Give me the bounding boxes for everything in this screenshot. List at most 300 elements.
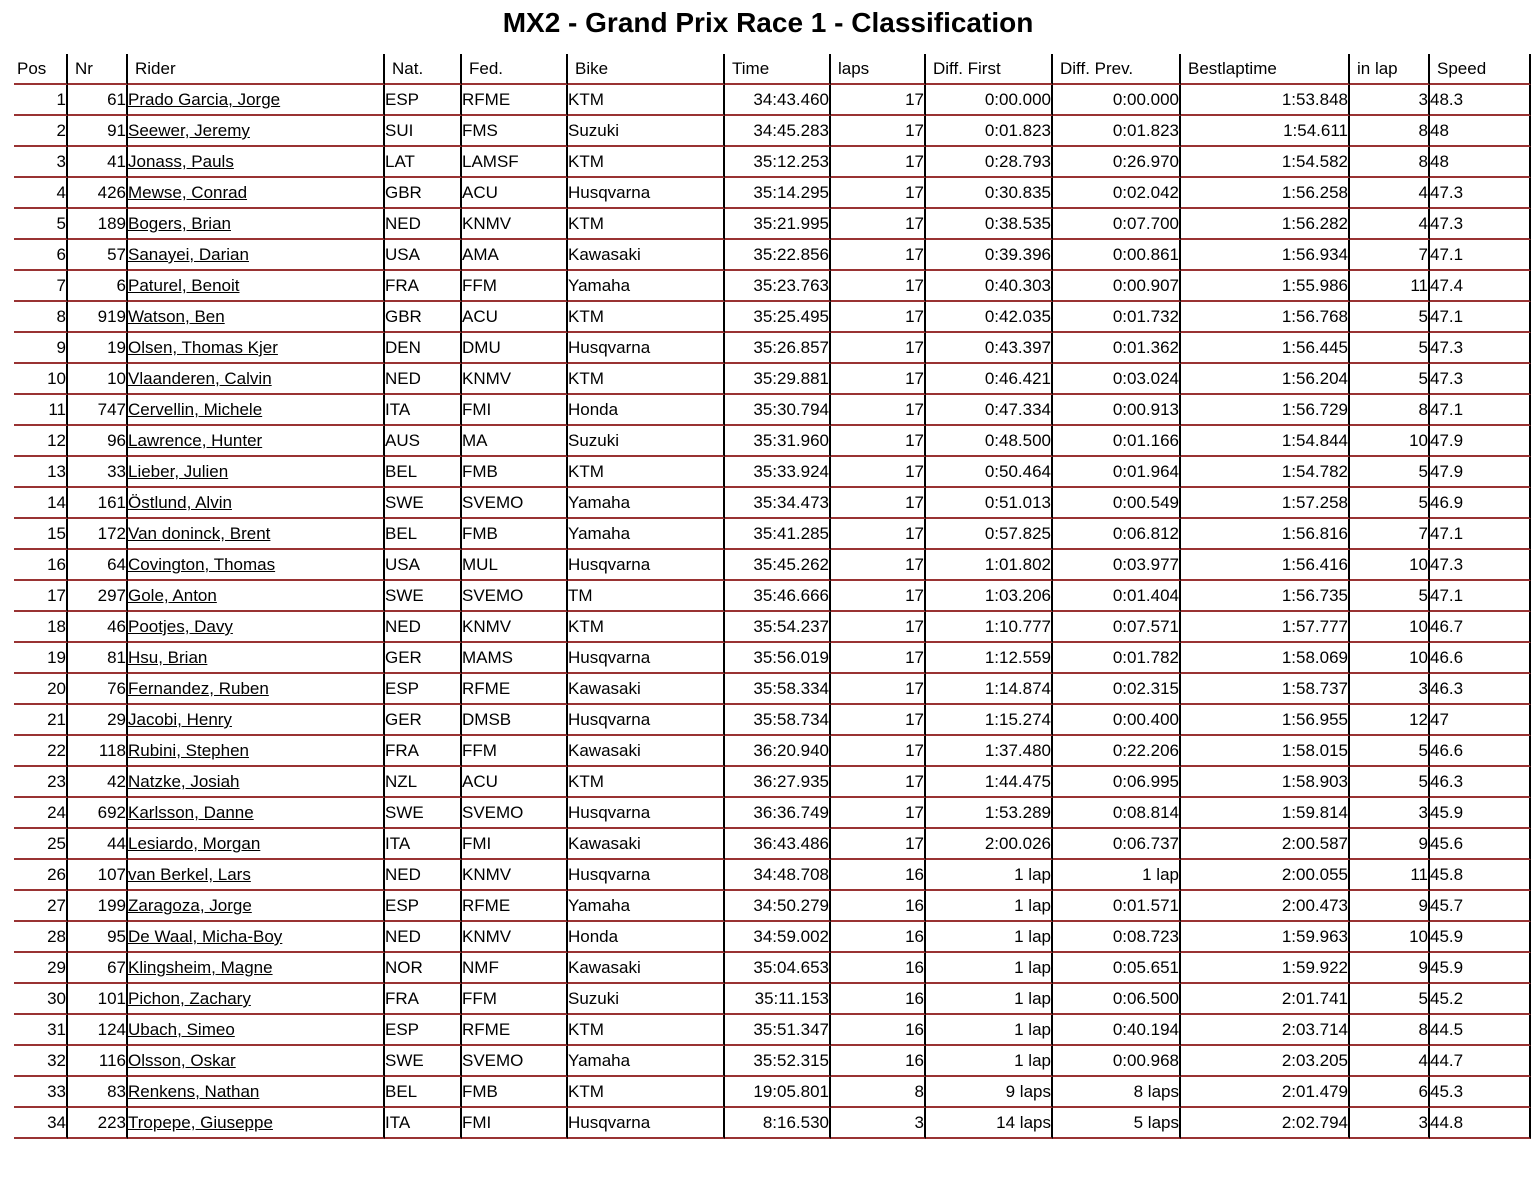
- cell-diff-prev: 0:07.700: [1053, 209, 1181, 240]
- rider-link[interactable]: Watson, Ben: [128, 302, 385, 333]
- cell-nat: SWE: [385, 488, 462, 519]
- cell-bestlap: 1:58.737: [1181, 674, 1350, 705]
- cell-in-lap: 5: [1350, 488, 1430, 519]
- cell-in-lap: 11: [1350, 271, 1430, 302]
- cell-diff-first: 1:14.874: [926, 674, 1053, 705]
- cell-diff-first: 0:57.825: [926, 519, 1053, 550]
- cell-in-lap: 6: [1350, 1077, 1430, 1108]
- rider-link[interactable]: Olsen, Thomas Kjer: [128, 333, 385, 364]
- cell-fed: ACU: [462, 302, 568, 333]
- cell-pos: 1: [14, 85, 68, 116]
- cell-bike: KTM: [568, 209, 725, 240]
- cell-in-lap: 8: [1350, 116, 1430, 147]
- cell-bestlap: 1:54.844: [1181, 426, 1350, 457]
- cell-pos: 15: [14, 519, 68, 550]
- cell-time: 35:26.857: [725, 333, 831, 364]
- page-title: MX2 - Grand Prix Race 1 - Classification: [502, 7, 1034, 38]
- cell-nat: LAT: [385, 147, 462, 178]
- cell-bike: Husqvarna: [568, 860, 725, 891]
- cell-nr: 91: [68, 116, 128, 147]
- rider-link[interactable]: Jacobi, Henry: [128, 705, 385, 736]
- cell-nat: ESP: [385, 1015, 462, 1046]
- cell-bike: Honda: [568, 922, 725, 953]
- cell-in-lap: 5: [1350, 581, 1430, 612]
- rider-link[interactable]: Jonass, Pauls: [128, 147, 385, 178]
- cell-fed: KNMV: [462, 860, 568, 891]
- cell-speed: 47.9: [1430, 426, 1531, 457]
- cell-diff-first: 0:50.464: [926, 457, 1053, 488]
- rider-link[interactable]: Pootjes, Davy: [128, 612, 385, 643]
- cell-nr: 44: [68, 829, 128, 860]
- table-row: [14, 457, 1531, 488]
- cell-laps: 17: [831, 333, 926, 364]
- cell-bestlap: 1:59.963: [1181, 922, 1350, 953]
- cell-time: 34:48.708: [725, 860, 831, 891]
- cell-time: 35:11.153: [725, 984, 831, 1015]
- cell-fed: RFME: [462, 891, 568, 922]
- cell-bike: TM: [568, 581, 725, 612]
- cell-fed: KNMV: [462, 364, 568, 395]
- rider-link[interactable]: van Berkel, Lars: [128, 860, 385, 891]
- rider-link[interactable]: Zaragoza, Jorge: [128, 891, 385, 922]
- cell-bestlap: 1:58.015: [1181, 736, 1350, 767]
- cell-fed: ACU: [462, 767, 568, 798]
- cell-diff-prev: 0:00.000: [1053, 85, 1181, 116]
- cell-fed: DMU: [462, 333, 568, 364]
- cell-speed: 44.7: [1430, 1046, 1531, 1077]
- cell-laps: 3: [831, 1108, 926, 1139]
- cell-laps: 17: [831, 240, 926, 271]
- cell-pos: 25: [14, 829, 68, 860]
- col-header-nr: Nr: [68, 54, 128, 85]
- header-row: [14, 54, 1531, 85]
- table-row: [14, 147, 1531, 178]
- cell-bike: KTM: [568, 1077, 725, 1108]
- cell-laps: 17: [831, 581, 926, 612]
- cell-diff-prev: 0:03.977: [1053, 550, 1181, 581]
- cell-in-lap: 10: [1350, 550, 1430, 581]
- cell-bestlap: 1:54.582: [1181, 147, 1350, 178]
- cell-in-lap: 9: [1350, 891, 1430, 922]
- rider-link[interactable]: Pichon, Zachary: [128, 984, 385, 1015]
- cell-nat: GBR: [385, 302, 462, 333]
- cell-diff-prev: 1 lap: [1053, 860, 1181, 891]
- cell-bike: Suzuki: [568, 116, 725, 147]
- cell-bestlap: 1:59.922: [1181, 953, 1350, 984]
- cell-bike: KTM: [568, 85, 725, 116]
- table-row: [14, 271, 1531, 302]
- cell-bestlap: 1:57.258: [1181, 488, 1350, 519]
- cell-fed: SVEMO: [462, 798, 568, 829]
- cell-nr: 76: [68, 674, 128, 705]
- cell-diff-first: 1 lap: [926, 891, 1053, 922]
- cell-fed: FMB: [462, 457, 568, 488]
- rider-link[interactable]: Karlsson, Danne: [128, 798, 385, 829]
- table-row: [14, 891, 1531, 922]
- cell-time: 35:21.995: [725, 209, 831, 240]
- cell-in-lap: 3: [1350, 1108, 1430, 1139]
- cell-time: 34:45.283: [725, 116, 831, 147]
- rider-link[interactable]: Olsson, Oskar: [128, 1046, 385, 1077]
- table-row: [14, 798, 1531, 829]
- table-row: [14, 519, 1531, 550]
- cell-speed: 45.3: [1430, 1077, 1531, 1108]
- cell-speed: 46.9: [1430, 488, 1531, 519]
- cell-nat: ITA: [385, 829, 462, 860]
- cell-time: 36:20.940: [725, 736, 831, 767]
- cell-nr: 6: [68, 271, 128, 302]
- table-row: [14, 736, 1531, 767]
- rider-link[interactable]: Gole, Anton: [128, 581, 385, 612]
- rider-link[interactable]: Van doninck, Brent: [128, 519, 385, 550]
- cell-bestlap: 1:56.258: [1181, 178, 1350, 209]
- table-row: [14, 767, 1531, 798]
- cell-diff-first: 0:46.421: [926, 364, 1053, 395]
- cell-in-lap: 5: [1350, 767, 1430, 798]
- cell-bike: Kawasaki: [568, 674, 725, 705]
- rider-link[interactable]: Paturel, Benoit: [128, 271, 385, 302]
- cell-diff-prev: 0:01.571: [1053, 891, 1181, 922]
- cell-speed: 45.9: [1430, 798, 1531, 829]
- col-header-bike: Bike: [568, 54, 725, 85]
- cell-time: 35:12.253: [725, 147, 831, 178]
- rider-link[interactable]: Covington, Thomas: [128, 550, 385, 581]
- cell-pos: 32: [14, 1046, 68, 1077]
- cell-pos: 13: [14, 457, 68, 488]
- cell-diff-first: 0:38.535: [926, 209, 1053, 240]
- cell-speed: 47.9: [1430, 457, 1531, 488]
- cell-diff-prev: 0:00.907: [1053, 271, 1181, 302]
- table-body: [14, 85, 1531, 1139]
- cell-bike: Kawasaki: [568, 829, 725, 860]
- cell-speed: 47.1: [1430, 519, 1531, 550]
- cell-diff-first: 0:30.835: [926, 178, 1053, 209]
- cell-in-lap: 7: [1350, 240, 1430, 271]
- cell-time: 8:16.530: [725, 1108, 831, 1139]
- cell-diff-first: 1:53.289: [926, 798, 1053, 829]
- cell-bestlap: 2:02.794: [1181, 1108, 1350, 1139]
- cell-nr: 42: [68, 767, 128, 798]
- table-row: [14, 209, 1531, 240]
- rider-link[interactable]: Vlaanderen, Calvin: [128, 364, 385, 395]
- rider-link[interactable]: Ubach, Simeo: [128, 1015, 385, 1046]
- table-row: [14, 240, 1531, 271]
- cell-pos: 2: [14, 116, 68, 147]
- cell-fed: SVEMO: [462, 488, 568, 519]
- cell-diff-first: 0:40.303: [926, 271, 1053, 302]
- cell-in-lap: 8: [1350, 395, 1430, 426]
- cell-bestlap: 1:59.814: [1181, 798, 1350, 829]
- cell-pos: 24: [14, 798, 68, 829]
- cell-diff-first: 1 lap: [926, 860, 1053, 891]
- cell-laps: 17: [831, 798, 926, 829]
- rider-link[interactable]: Seewer, Jeremy: [128, 116, 385, 147]
- cell-speed: 46.3: [1430, 767, 1531, 798]
- cell-time: 34:50.279: [725, 891, 831, 922]
- cell-in-lap: 10: [1350, 612, 1430, 643]
- cell-laps: 17: [831, 395, 926, 426]
- cell-nat: NED: [385, 209, 462, 240]
- cell-diff-prev: 0:01.823: [1053, 116, 1181, 147]
- cell-nr: 124: [68, 1015, 128, 1046]
- cell-nr: 19: [68, 333, 128, 364]
- rider-link[interactable]: Mewse, Conrad: [128, 178, 385, 209]
- cell-bestlap: 1:56.735: [1181, 581, 1350, 612]
- cell-time: 36:36.749: [725, 798, 831, 829]
- cell-in-lap: 9: [1350, 829, 1430, 860]
- cell-diff-prev: 0:02.315: [1053, 674, 1181, 705]
- cell-nr: 81: [68, 643, 128, 674]
- cell-time: 35:56.019: [725, 643, 831, 674]
- cell-time: 35:52.315: [725, 1046, 831, 1077]
- cell-diff-first: 1:10.777: [926, 612, 1053, 643]
- cell-nr: 199: [68, 891, 128, 922]
- cell-speed: 47: [1430, 705, 1531, 736]
- cell-bike: KTM: [568, 147, 725, 178]
- cell-pos: 28: [14, 922, 68, 953]
- cell-pos: 16: [14, 550, 68, 581]
- rider-link[interactable]: Renkens, Nathan: [128, 1077, 385, 1108]
- cell-nat: ESP: [385, 891, 462, 922]
- table-row: [14, 178, 1531, 209]
- cell-nr: 29: [68, 705, 128, 736]
- cell-bike: Husqvarna: [568, 798, 725, 829]
- cell-pos: 14: [14, 488, 68, 519]
- cell-in-lap: 4: [1350, 178, 1430, 209]
- cell-bike: Suzuki: [568, 426, 725, 457]
- cell-time: 35:51.347: [725, 1015, 831, 1046]
- cell-laps: 17: [831, 612, 926, 643]
- cell-diff-prev: 0:06.995: [1053, 767, 1181, 798]
- cell-nr: 33: [68, 457, 128, 488]
- cell-time: 35:45.262: [725, 550, 831, 581]
- cell-time: 35:58.334: [725, 674, 831, 705]
- col-header-diff-prev: Diff. Prev.: [1053, 54, 1181, 85]
- cell-nat: GER: [385, 705, 462, 736]
- cell-pos: 20: [14, 674, 68, 705]
- cell-diff-prev: 0:03.024: [1053, 364, 1181, 395]
- cell-in-lap: 11: [1350, 860, 1430, 891]
- cell-diff-prev: 0:05.651: [1053, 953, 1181, 984]
- cell-nat: BEL: [385, 1077, 462, 1108]
- cell-bike: Yamaha: [568, 891, 725, 922]
- cell-speed: 45.8: [1430, 860, 1531, 891]
- table-row: [14, 1015, 1531, 1046]
- rider-link[interactable]: Bogers, Brian: [128, 209, 385, 240]
- cell-fed: FMS: [462, 116, 568, 147]
- cell-nat: NED: [385, 922, 462, 953]
- cell-in-lap: 4: [1350, 209, 1430, 240]
- table-row: [14, 1077, 1531, 1108]
- cell-speed: 47.4: [1430, 271, 1531, 302]
- cell-bike: Yamaha: [568, 488, 725, 519]
- cell-bestlap: 2:00.587: [1181, 829, 1350, 860]
- cell-diff-prev: 0:01.362: [1053, 333, 1181, 364]
- cell-nr: 10: [68, 364, 128, 395]
- cell-diff-prev: 0:07.571: [1053, 612, 1181, 643]
- cell-bike: Husqvarna: [568, 333, 725, 364]
- cell-bestlap: 1:56.816: [1181, 519, 1350, 550]
- cell-speed: 47.1: [1430, 581, 1531, 612]
- cell-diff-prev: 0:01.732: [1053, 302, 1181, 333]
- cell-fed: AMA: [462, 240, 568, 271]
- cell-pos: 11: [14, 395, 68, 426]
- cell-time: 35:46.666: [725, 581, 831, 612]
- rider-link[interactable]: Tropepe, Giuseppe: [128, 1108, 385, 1139]
- cell-in-lap: 10: [1350, 643, 1430, 674]
- cell-bike: Husqvarna: [568, 178, 725, 209]
- cell-laps: 17: [831, 736, 926, 767]
- cell-speed: 48: [1430, 147, 1531, 178]
- table-row: [14, 612, 1531, 643]
- cell-nr: 116: [68, 1046, 128, 1077]
- cell-bike: KTM: [568, 612, 725, 643]
- rider-link[interactable]: Lieber, Julien: [128, 457, 385, 488]
- cell-speed: 47.3: [1430, 209, 1531, 240]
- cell-nr: 426: [68, 178, 128, 209]
- cell-laps: 17: [831, 767, 926, 798]
- cell-laps: 17: [831, 426, 926, 457]
- classification-table: [14, 54, 1531, 1139]
- cell-diff-first: 0:01.823: [926, 116, 1053, 147]
- table-row: [14, 1108, 1531, 1139]
- rider-link[interactable]: Cervellin, Michele: [128, 395, 385, 426]
- cell-laps: 17: [831, 457, 926, 488]
- cell-diff-first: 1:01.802: [926, 550, 1053, 581]
- cell-nr: 172: [68, 519, 128, 550]
- cell-nat: SWE: [385, 798, 462, 829]
- cell-pos: 17: [14, 581, 68, 612]
- rider-link[interactable]: Sanayei, Darian: [128, 240, 385, 271]
- cell-nat: FRA: [385, 984, 462, 1015]
- cell-time: 35:33.924: [725, 457, 831, 488]
- rider-link[interactable]: Lawrence, Hunter: [128, 426, 385, 457]
- cell-in-lap: 5: [1350, 333, 1430, 364]
- cell-laps: 17: [831, 364, 926, 395]
- col-header-speed: Speed: [1430, 54, 1531, 85]
- cell-diff-first: 0:51.013: [926, 488, 1053, 519]
- cell-diff-prev: 0:08.723: [1053, 922, 1181, 953]
- cell-nr: 161: [68, 488, 128, 519]
- cell-laps: 17: [831, 643, 926, 674]
- cell-diff-prev: 0:26.970: [1053, 147, 1181, 178]
- cell-bestlap: 1:56.768: [1181, 302, 1350, 333]
- cell-fed: FFM: [462, 271, 568, 302]
- cell-pos: 22: [14, 736, 68, 767]
- cell-bestlap: 2:03.714: [1181, 1015, 1350, 1046]
- cell-nat: FRA: [385, 736, 462, 767]
- cell-time: 36:43.486: [725, 829, 831, 860]
- cell-in-lap: 5: [1350, 364, 1430, 395]
- cell-bike: Honda: [568, 395, 725, 426]
- cell-diff-first: 1 lap: [926, 1015, 1053, 1046]
- cell-pos: 29: [14, 953, 68, 984]
- cell-bestlap: 2:01.741: [1181, 984, 1350, 1015]
- cell-nat: AUS: [385, 426, 462, 457]
- cell-laps: 16: [831, 984, 926, 1015]
- cell-nr: 83: [68, 1077, 128, 1108]
- table-row: [14, 581, 1531, 612]
- cell-in-lap: 8: [1350, 1015, 1430, 1046]
- cell-fed: FMI: [462, 1108, 568, 1139]
- rider-link[interactable]: Klingsheim, Magne: [128, 953, 385, 984]
- cell-fed: MAMS: [462, 643, 568, 674]
- cell-fed: KNMV: [462, 209, 568, 240]
- cell-nr: 919: [68, 302, 128, 333]
- cell-speed: 46.7: [1430, 612, 1531, 643]
- cell-pos: 3: [14, 147, 68, 178]
- cell-diff-first: 1 lap: [926, 1046, 1053, 1077]
- cell-nat: NED: [385, 612, 462, 643]
- cell-pos: 23: [14, 767, 68, 798]
- rider-link[interactable]: Natzke, Josiah: [128, 767, 385, 798]
- rider-link[interactable]: Fernandez, Ruben: [128, 674, 385, 705]
- cell-pos: 30: [14, 984, 68, 1015]
- cell-fed: FMB: [462, 519, 568, 550]
- col-header-in-lap: in lap: [1350, 54, 1430, 85]
- rider-link[interactable]: Lesiardo, Morgan: [128, 829, 385, 860]
- cell-nr: 61: [68, 85, 128, 116]
- cell-diff-first: 1:12.559: [926, 643, 1053, 674]
- cell-pos: 33: [14, 1077, 68, 1108]
- cell-diff-prev: 0:00.400: [1053, 705, 1181, 736]
- rider-link[interactable]: Prado Garcia, Jorge: [128, 85, 385, 116]
- cell-nat: BEL: [385, 457, 462, 488]
- cell-in-lap: 9: [1350, 953, 1430, 984]
- cell-bestlap: 1:56.416: [1181, 550, 1350, 581]
- col-header-time: Time: [725, 54, 831, 85]
- cell-laps: 17: [831, 519, 926, 550]
- cell-diff-first: 0:28.793: [926, 147, 1053, 178]
- cell-fed: RFME: [462, 85, 568, 116]
- cell-fed: MA: [462, 426, 568, 457]
- cell-pos: 19: [14, 643, 68, 674]
- cell-diff-prev: 0:01.964: [1053, 457, 1181, 488]
- cell-diff-prev: 0:01.782: [1053, 643, 1181, 674]
- cell-time: 35:14.295: [725, 178, 831, 209]
- cell-bestlap: 2:03.205: [1181, 1046, 1350, 1077]
- cell-bestlap: 1:56.204: [1181, 364, 1350, 395]
- table-row: [14, 674, 1531, 705]
- cell-bestlap: 2:00.055: [1181, 860, 1350, 891]
- rider-link[interactable]: Hsu, Brian: [128, 643, 385, 674]
- cell-pos: 31: [14, 1015, 68, 1046]
- cell-diff-first: 1 lap: [926, 984, 1053, 1015]
- cell-bike: Husqvarna: [568, 550, 725, 581]
- cell-time: 34:59.002: [725, 922, 831, 953]
- cell-laps: 17: [831, 302, 926, 333]
- cell-pos: 21: [14, 705, 68, 736]
- cell-laps: 16: [831, 891, 926, 922]
- table-row: [14, 984, 1531, 1015]
- cell-nat: BEL: [385, 519, 462, 550]
- rider-link[interactable]: Rubini, Stephen: [128, 736, 385, 767]
- cell-time: 35:23.763: [725, 271, 831, 302]
- table-row: [14, 85, 1531, 116]
- cell-laps: 16: [831, 860, 926, 891]
- cell-speed: 48: [1430, 116, 1531, 147]
- cell-pos: 27: [14, 891, 68, 922]
- cell-fed: FFM: [462, 984, 568, 1015]
- rider-link[interactable]: Östlund, Alvin: [128, 488, 385, 519]
- rider-link[interactable]: De Waal, Micha-Boy: [128, 922, 385, 953]
- cell-laps: 17: [831, 209, 926, 240]
- cell-nr: 46: [68, 612, 128, 643]
- cell-nat: ESP: [385, 674, 462, 705]
- cell-diff-first: 1 lap: [926, 953, 1053, 984]
- cell-time: 35:31.960: [725, 426, 831, 457]
- cell-diff-prev: 0:08.814: [1053, 798, 1181, 829]
